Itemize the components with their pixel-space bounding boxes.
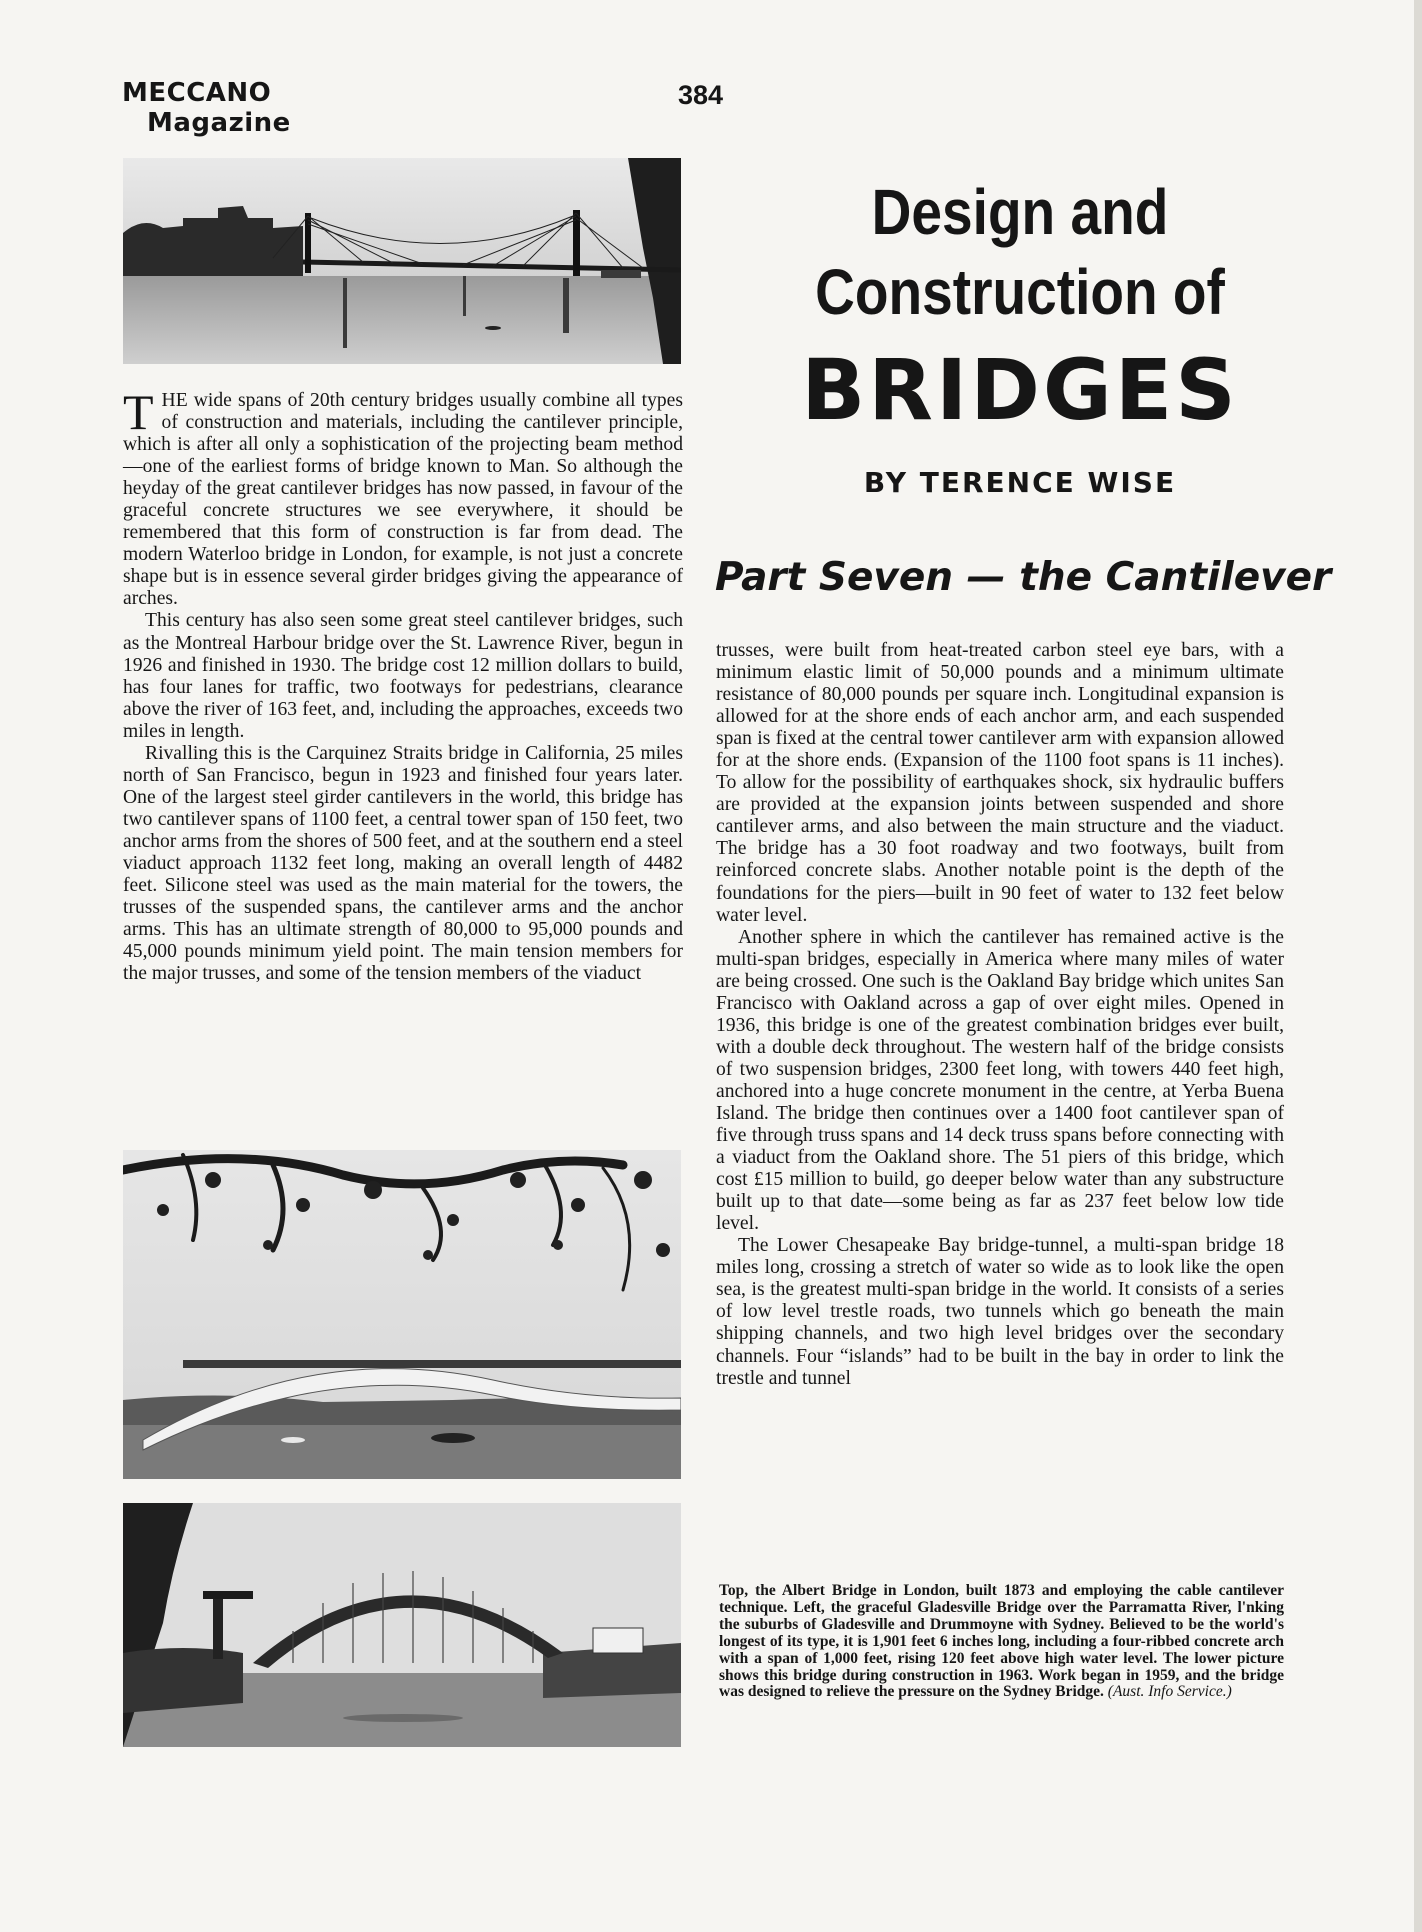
part-heading: Part Seven — the Cantilever: [715, 555, 1332, 600]
paragraph: Rivalling this is the Carquinez Straits bridge in California, 25 miles north of San Francisco, begun in 1923 and finished four years later. One of the largest steel girder cantilevers in the world, this bridge has two cantilever spans of 1100 feet, a central tower span of 150 feet, two anchor arms from the shores of 500 feet, and at the southern end a steel viaduct approach 1132 feet long, making an overall length of 4482 feet. Silicone steel was used as the main material for the towers, the trusses of the suspended spans, the cantilever arms and the anchor arms. This has an ultimate strength of 80,000 to 95,000 pounds and 45,000 pounds minimum yield point. The main tension members for the major trusses, and some of the tension members of the viaduct: [123, 742, 683, 985]
drop-cap: T: [123, 384, 154, 440]
gladesville-bridge-photo: [123, 1150, 681, 1479]
masthead-title: MECCANO: [122, 78, 272, 108]
title-line-1: Design and: [871, 176, 1169, 248]
article-title: [700, 172, 1340, 499]
albert-bridge-photo: [123, 158, 681, 364]
caption-text: Top, the Albert Bridge in London, built 1873 and employing the cable cantilever technique. Left, the graceful Gladesville Bridge over the Parramatta River, l'nking the suburbs of Gladesville and Drummoyne with Sydney. Believed to be the world's longest of its type, it is 1,901 feet 6 inches long, including a four-ribbed concrete arch with a span of 1,000 feet, rising 120 feet above high water level. The lower picture shows this bridge during construction in 1963. Work began in 1959, and the bridge was designed to relieve the pressure on the Sydney Bridge.: [719, 1582, 1284, 1701]
page-edge: [1414, 0, 1422, 1932]
title-bridges: BRIDGES: [801, 341, 1239, 439]
title-line-2: Construction of: [815, 256, 1225, 328]
left-column: [123, 384, 683, 985]
construction-photo: [123, 1503, 681, 1747]
masthead-subtitle: Magazine: [147, 108, 291, 138]
caption-credit: (Aust. Info Service.): [1107, 1683, 1232, 1701]
masthead: [122, 78, 291, 138]
paragraph: The Lower Chesapeake Bay bridge-tunnel, a multi-span bridge 18 miles long, crossing a stretch of water so wide as to look like the open sea, is the greatest multi-span bridge in the world. It consists of a series of low level trestle roads, two tunnels which go beneath the main shipping channels, and two high level bridges over the secondary channels. Four “islands” had to be built in the bay in order to link the trestle and tunnel: [716, 1235, 1284, 1389]
right-column: [716, 640, 1284, 1390]
byline: BY TERENCE WISE: [863, 466, 1177, 499]
paragraph: Another sphere in which the cantilever has remained active is the multi-span bridges, especially in America where many miles of water are being crossed. One such is the Oakland Bay bridge which unites San Francisco with Oakland across a gap of over eight miles. Opened in 1936, this bridge is one of the greatest combination bridges ever built, with a double deck throughout. The western half of the bridge consists of two suspension bridges, 2300 feet long, with towers 440 feet high, anchored into a huge concrete monument in the centre, at Yerba Buena Island. The bridge then continues over a 1400 foot cantilever span of five through truss spans and 14 deck truss spans before connecting with a viaduct from the Oakland shore. The 51 piers of this bridge, which cost £15 million to build, go deeper below water than any substructure built up to that date—some being as far as 237 feet below low tide level.: [716, 926, 1284, 1235]
paragraph: THE wide spans of 20th century bridges usually combine all types of construction and materials, including the cantilever principle, which is after all only a sophistication of the projecting beam method—one of the earliest forms of bridge known to Man. So although the heyday of the great cantilever bridges has now passed, in favour of the graceful concrete structures we see everywhere, it should be remembered that this form of construction is far from dead. The modern Waterloo bridge in London, for example, is not just a concrete shape but is in essence several girder bridges giving the appearance of arches.: [123, 384, 683, 610]
page-number: 384: [678, 80, 724, 110]
paragraph: This century has also seen some great steel cantilever bridges, such as the Montreal Harbour bridge over the St. Lawrence River, begun in 1926 and finished in 1930. The bridge cost 12 million dollars to build, has four lanes for traffic, two footways for pedestrians, clearance above the river of 163 feet, and, including the approaches, exceeds two miles in length.: [123, 610, 683, 742]
photo-caption: [719, 1583, 1284, 1701]
paragraph: trusses, were built from heat-treated carbon steel eye bars, with a minimum elastic limit of 50,000 pounds and a minimum ultimate resistance of 80,000 pounds per square inch. Longitudinal expansion is allowed for at the shore ends of each anchor arm, and each suspended span is fixed at the central tower cantilever arm with expansion allowed for at the shore ends. (Expansion of the 1100 foot spans is 11 inches). To allow for the possibility of earthquakes shock, six hydraulic buffers are provided at the expansion joints between suspended and shore cantilever arms, and also between the main structure and the viaduct. The bridge has a 30 foot roadway and two footways, built from reinforced concrete slabs. Another notable point is the depth of the foundations for the piers—built in 90 feet of water to 132 feet below water level.: [716, 640, 1284, 926]
